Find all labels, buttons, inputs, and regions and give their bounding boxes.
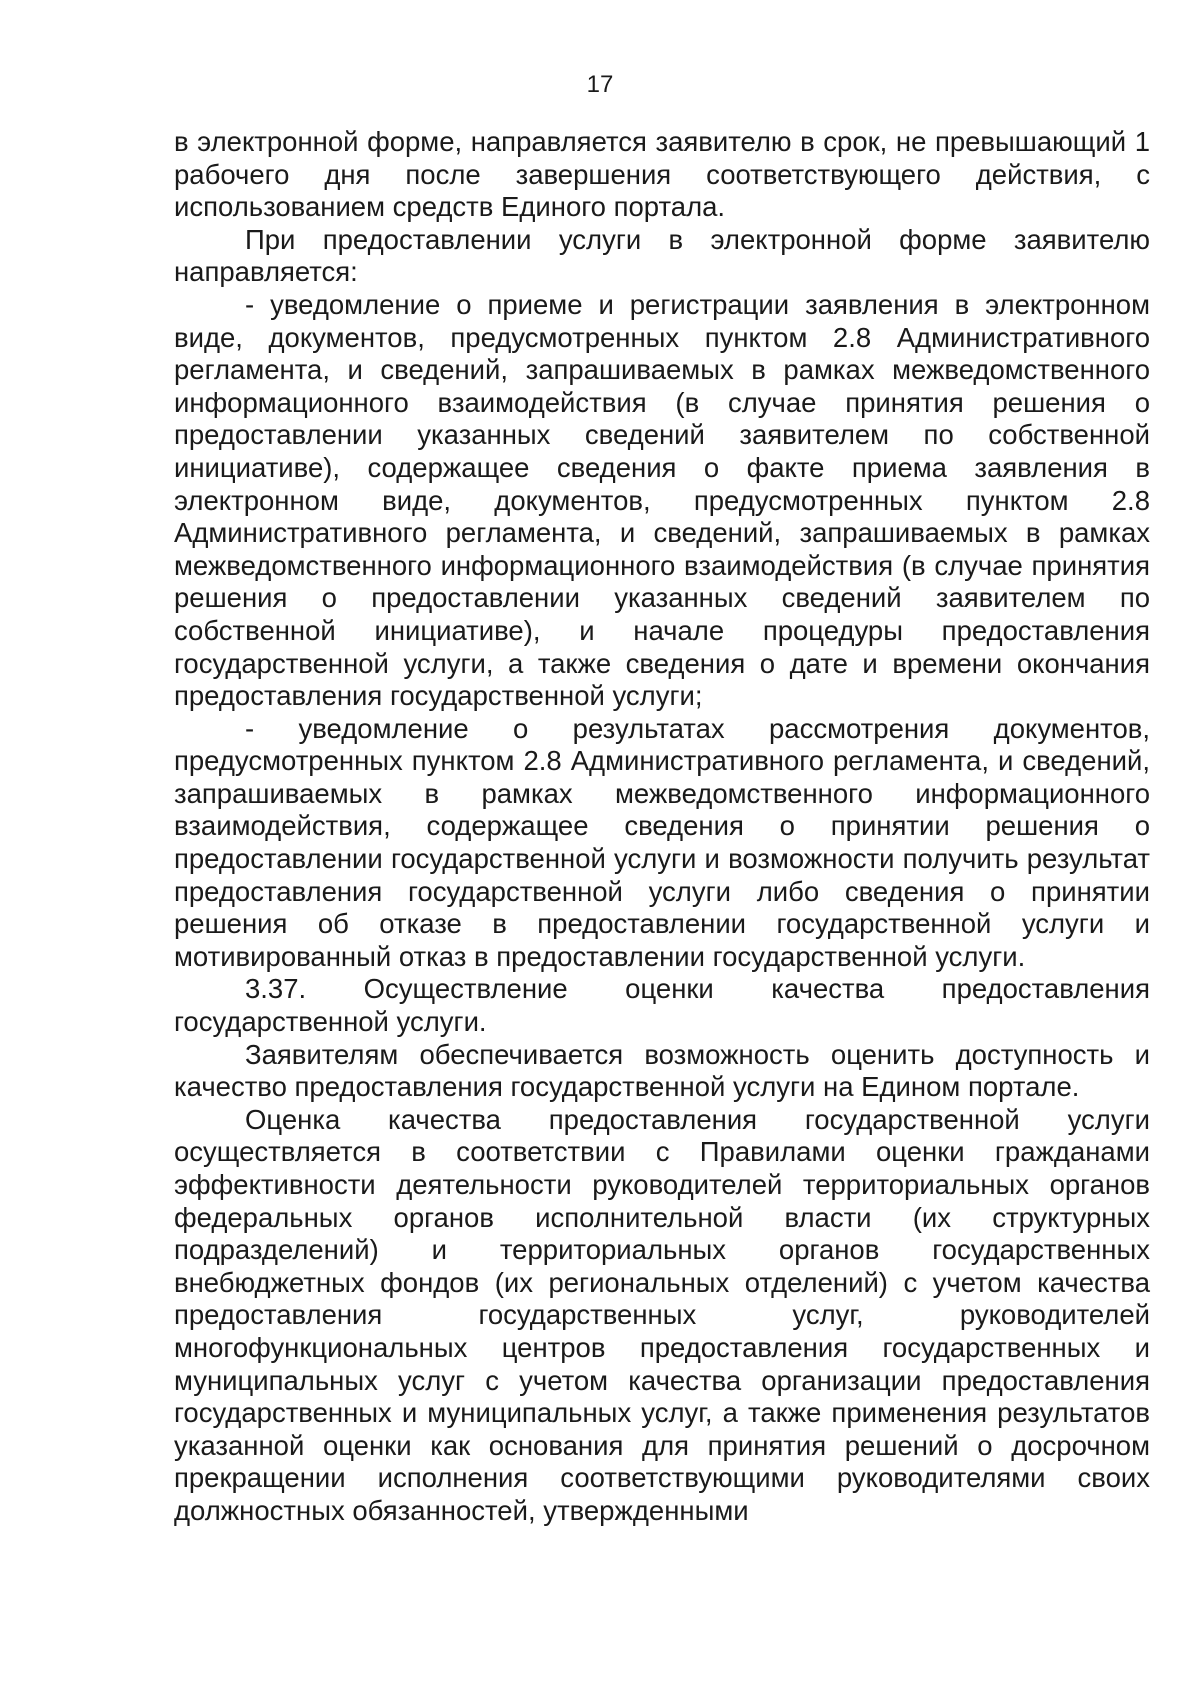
list-item-result-notice: - уведомление о результатах рассмотрения документов, предусмотренных пунктом 2.8 Административного регламента, и сведений, запрашиваемых в рамках межведомственного информационного взаимодействия, содержащее сведения о принятии решения о предоставлении государственной услуги и возможности получить результат предоставления государственной услуги либо сведения о принятии решения об отказе в предоставлении государственной услуги и мотивированный отказ в предоставлении государственной услуги. bbox=[174, 712, 1150, 972]
list-item-registration-notice: - уведомление о приеме и регистрации заявления в электронном виде, документов, предусмотренных пунктом 2.8 Административного регламента, и сведений, запрашиваемых в рамках межведомственного информационного взаимодействия (в случае принятия решения о предоставлении указанных сведений заявителем по собственной инициативе), содержащее сведения о факте приема заявления в электронном виде, документов, предусмотренных пунктом 2.8 Административного регламента, и сведений, запрашиваемых в рамках межведомственного информационного взаимодействия (в случае принятия решения о предоставлении указанных сведений заявителем по собственной инициативе), и начале процедуры предоставления государственной услуги, а также сведения о дате и времени окончания предоставления государственной услуги; bbox=[174, 288, 1150, 712]
paragraph-continuation: в электронной форме, направляется заявителю в срок, не превышающий 1 рабочего дня после завершения соответствующего действия, с использованием средств Единого портала. bbox=[174, 126, 1150, 223]
section-heading-3-37: 3.37. Осуществление оценки качества предоставления государственной услуги. bbox=[174, 973, 1150, 1038]
paragraph-notifications-intro: При предоставлении услуги в электронной форме заявителю направляется: bbox=[174, 223, 1150, 288]
document-body bbox=[174, 126, 1150, 1528]
page-number: 17 bbox=[586, 71, 614, 98]
paragraph-quality-assessment: Заявителям обеспечивается возможность оценить доступность и качество предоставления государственной услуги на Едином портале. bbox=[174, 1038, 1150, 1103]
paragraph-assessment-rules: Оценка качества предоставления государственной услуги осуществляется в соответствии с Правилами оценки гражданами эффективности деятельности руководителей территориальных органов федеральных органов исполнительной власти (их структурных подразделений) и территориальных органов государственных внебюджетных фондов (их региональных отделений) с учетом качества предоставления государственных услуг, руководителей многофункциональных центров предоставления государственных и муниципальных услуг с учетом качества организации предоставления государственных и муниципальных услуг, а также применения результатов указанной оценки как основания для принятия решений о досрочном прекращении исполнения соответствующими руководителями своих должностных обязанностей, утвержденными bbox=[174, 1103, 1150, 1526]
